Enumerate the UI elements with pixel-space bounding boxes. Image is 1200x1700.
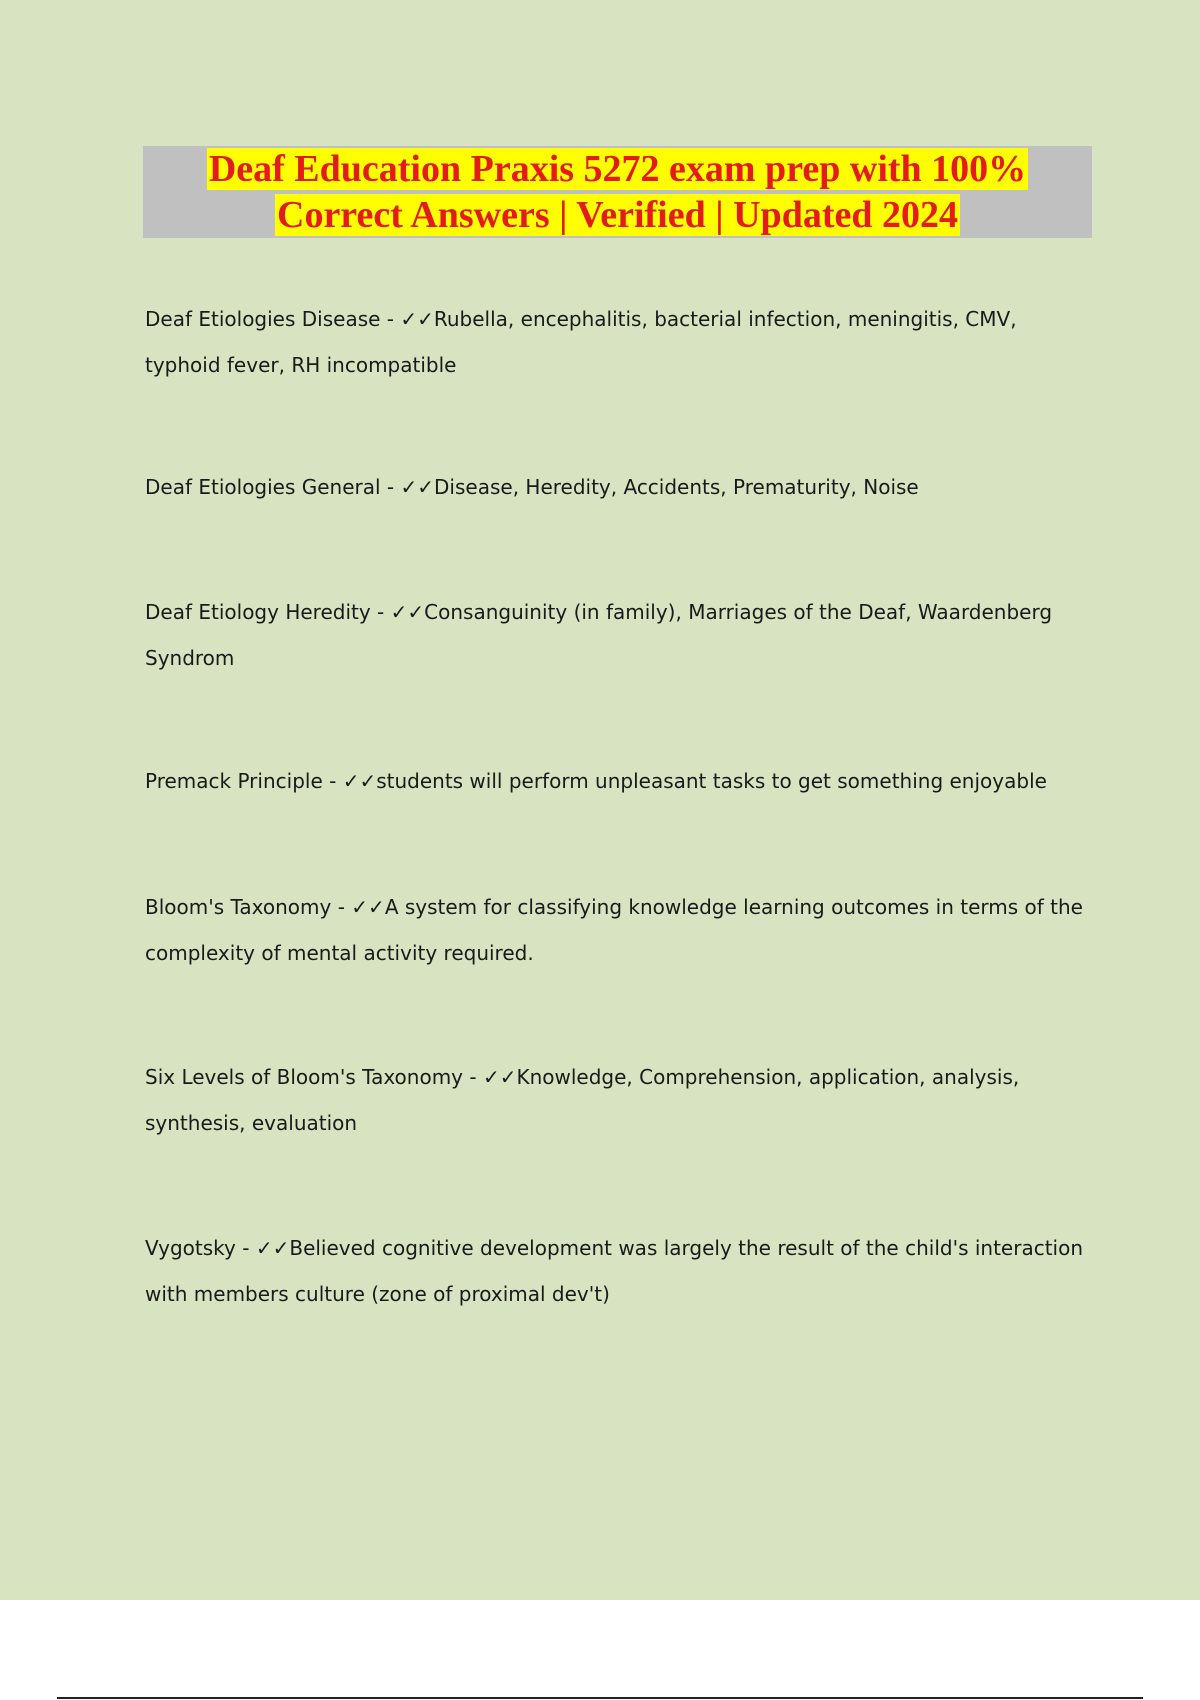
check-icon: ✓✓	[400, 475, 435, 499]
qa-term: Vygotsky	[145, 1236, 236, 1260]
title-line-2: Correct Answers | Verified | Updated 2024	[277, 194, 958, 236]
qa-term: Deaf Etiologies General	[145, 475, 381, 499]
check-icon: ✓✓	[400, 307, 434, 331]
check-icon: ✓✓	[255, 1236, 290, 1260]
qa-answer: Consanguinity (in family), Marriages of the Deaf, Waardenberg Syndrom	[145, 600, 1053, 670]
check-icon: ✓✓	[351, 895, 385, 919]
qa-answer: students will perform unpleasant tasks to get something enjoyable	[376, 769, 1047, 793]
qa-term: Deaf Etiologies Disease	[145, 307, 381, 331]
title-line-1: Deaf Education Praxis 5272 exam prep with 100%	[208, 148, 1027, 190]
qa-term: Premack Principle	[145, 769, 323, 793]
qa-item-vygotsky: Vygotsky - ✓✓Believed cognitive development was largely the result of the child's interaction with members culture (zone of proximal dev't)	[145, 1236, 1084, 1306]
qa-answer: Believed cognitive development was largely the result of the child's interaction with members culture (zone of proximal dev't)	[145, 1236, 1084, 1306]
qa-term: Deaf Etiology Heredity	[145, 600, 371, 624]
document-title	[143, 146, 1092, 238]
qa-item-premack-principle: Premack Principle - ✓✓students will perform unpleasant tasks to get something enjoyable	[145, 769, 1047, 793]
qa-answer: Knowledge, Comprehension, application, analysis, synthesis, evaluation	[145, 1065, 1020, 1135]
qa-item-six-levels-blooms: Six Levels of Bloom's Taxonomy - ✓✓Knowledge, Comprehension, application, analysis, synthesis, evaluation	[145, 1065, 1020, 1135]
qa-item-etiologies-disease: Deaf Etiologies Disease - ✓✓Rubella, encephalitis, bacterial infection, meningitis, CMV, typhoid fever, RH incompatible	[145, 307, 1017, 377]
qa-answer: Rubella, encephalitis, bacterial infection, meningitis, CMV, typhoid fever, RH incompatible	[145, 307, 1017, 377]
check-icon: ✓✓	[390, 600, 425, 624]
qa-term: Six Levels of Bloom's Taxonomy	[145, 1065, 464, 1089]
qa-item-etiology-heredity: Deaf Etiology Heredity - ✓✓Consanguinity (in family), Marriages of the Deaf, Waardenberg Syndrom	[145, 600, 1053, 670]
qa-item-blooms-taxonomy: Bloom's Taxonomy - ✓✓A system for classifying knowledge learning outcomes in terms of the complexity of mental activity required.	[145, 895, 1083, 965]
footer-divider	[57, 1697, 1143, 1699]
check-icon: ✓✓	[482, 1065, 517, 1089]
qa-answer: A system for classifying knowledge learning outcomes in terms of the complexity of mental activity required.	[145, 895, 1083, 965]
qa-answer: Disease, Heredity, Accidents, Prematurity, Noise	[434, 475, 919, 499]
qa-term: Bloom's Taxonomy	[145, 895, 332, 919]
qa-item-etiologies-general: Deaf Etiologies General - ✓✓Disease, Heredity, Accidents, Prematurity, Noise	[145, 475, 919, 499]
check-icon: ✓✓	[342, 769, 377, 793]
